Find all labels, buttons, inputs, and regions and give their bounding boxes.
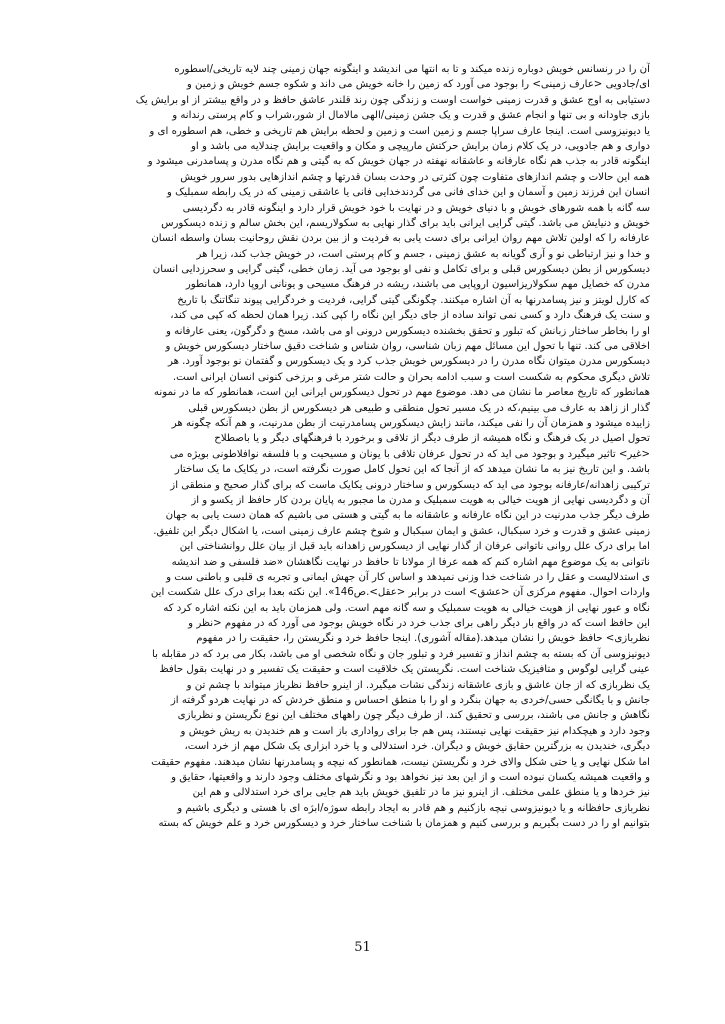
text-line: خویش و دنیایش می باشد. گیتی گرایی ایرانی باید برای گذار نهایی به سکولاریسم، این بخش سالم و زنده دیسکورس [161,217,650,229]
text-line: انسان این فرزند زمین و آسمان و این خدای فانی می گردندخدایی فانی یا عاشقی زمینی که در یک رابطه سمبلیک و [166,187,650,199]
text-line: ناتوانی به یک موضوع مهم اشاره کنم که همه عرفا از مولانا تا حافظ در نهایت نگاهشان «ضد فلسفی و ضد اندیشه [171,556,650,568]
text-line: که کارل لویتز و نیز پسامدرنها به آن اشاره میکنند. چگونگی گیتی گرایی، فردیت و خردگرایی پیوند تنگاتنگ با تاریخ [177,294,650,306]
text-line: همانطور که تاریخ معاصر ما نشان می دهد. موضوع مهم در تحول دیسکورس ایرانی این است، همانطور که ما در نمونه [153,387,650,399]
text-line: دواری و هم جادویی، در یک کلام زمان برایش حرکتش مارپیچی و مکان و واقعیت برایش چندلایه می باشد و او [191,140,650,152]
text-line: اخلاقی می کند. تنها با تحول این مسائل مهم زبان شناسی، روان شناس و شناخت دقیق ساختار دیسکورس خویش و [165,341,650,353]
text-line: او را بخاطر ساختار زبانش که تبلور و تحقق بخشنده دیسکورس درونی او می باشد، مسخ و دگرگون، یعنی عارفانه و [165,325,650,337]
text-line: اینگونه قادر به جذب هم نگاه عارفانه و عاشقانه نهفته در جهان خویش که به گیتی و هم نگاه مدرن و پسامدرنی میشود و [147,156,650,168]
text-line: تحول اصیل در یک فرهنگ و نگاه همیشه از طرف دیگر از تلاقی و برخورد با فرهنگهای دیگر و یا باصطلاح [214,433,650,445]
text-line: یا دیونیزوسی است. اینجا عارف سراپا جسم و زمین است و زمین و لحظه برایش هم تاریخی و خطی، هم اسطوره ای و [149,125,650,137]
text-line: زمینی عشق و قدرت و خرد سبکبال، عشق و ایمان سبکبال و شوخ چشم عارف زمینی است، یا اشکال دیگر این تلفیق. [153,525,650,537]
text-line: گذار از زاهد به عارف می بینیم،که در یک مسیر تحول منطقی و طبیعی هر دیسکورس از بطن دیسکورس قبلی [188,402,650,414]
text-line: عارفانه را که اولین تلاش مهم روان ایرانی برای دست یابی به فردیت و از بین بردن نقش روحانیت بسان واسطه انسان [151,233,650,245]
text-line: آن را در رنسانس خویش دوباره زنده میکند و تا به انتها می اندیشد و اینگونه جهان زمینی چند لایه تاریخی/اسطوره [174,64,650,75]
body-text [70,62,650,832]
text-line: ای/جادویی <عارف زمینی> را بوجود می آورد که زمین را خانه خویش می داند و شکوه جسم خویش و زمین و [186,79,650,91]
text-line: دیگری، خندیدن به بزرگترین حقایق خویش و دیگران. خرد استدلالی و یا خرد ابزاری یک شکل مهم از خرد است، [184,741,650,753]
text-line: این حافظ است که در واقع بار دیگر راهی برای جذب خرد در نگاه خویش بوجود می آورد که در مفهوم <نظر و [188,618,650,630]
text-line: نیز خردها و یا منطق علمی مختلف. از اینرو نیز ما در تلفیق خویش باید هم جایی برای خرد استدلالی و هم این [192,787,650,799]
text-line: وجود دارد و هیچکدام نیز حقیقت نهایی نیستند، پس هم جا برای رواداری باز است و هم خندیدن به ریش خویش و [180,725,650,737]
text-line: عینی گرایی لوگوس و متافیزیک شناخت است. نگریستن یک خلاقیت است و حقیقت یک تفسیر و در نهایت بقول حافظ [159,664,650,676]
text-line: واردات احوال. مفهوم مرکزی آن <عشق> است در برابر <عقل>.ص146». این نکته بعدا برای درک علل شکست این [150,587,650,599]
text-line: جانش و با یگانگی حسی/خردی به جهان بنگرد و او را با منطق احساس و منطق خردش که در نهایت هردو گرفته از [170,695,650,707]
text-line: بتوانیم او را در دست بگیریم و بررسی کنیم و همزمان با شناخت ساختار خرد و دیسکورس خرد و علم خویش که بسته [158,818,650,830]
text-line: و سنت یک فرهنگ دارد و کسی نمی تواند ساده از جای دیگر این نگاه را کپی کند. زیرا همان لحظه که کپی می کند، [170,310,650,322]
text-line: همه این حالات و چشم اندازهای متفاوت چون کثرتی در وحدت بسان قدرتها و چشم اندازهایی بدور سرور خویش [180,171,650,183]
text-line: دستیابی به اوج عشق و قدرت زمینی خواست اوست و زندگی چون رند قلندر عاشق حافظ و در واقع بیشتر از او برایش یک [135,94,650,106]
text-line: طرف دیگر جذب مدرنیت در این نگاه عارفانه و عاشقانه ما به گیتی و هستی می باشیم که همان دست یابی به جهان [165,510,650,522]
text-line: نظربازی حافظانه و یا دیونیزوسی نیچه بازکنیم و هم قادر به ایجاد رابطه سوژه/ابژه ای با هستی و دیگری باشیم و [177,802,650,814]
text-line: باشد. و این تاریخ نیز به ما نشان میدهد که از آنجا که این تحول کامل صورت نگرفته است، در یکایک ما یک ساختار [174,464,650,476]
text-line: ی استدلالیست و عقل را در شناخت خدا وزنی نمیدهد و اساس کار آن جهش ایمانی و تجربه ی قلبی و باطنی ست و [166,571,650,583]
page-number: 51 [354,940,371,955]
text-line: آن و دگردیسی نهایی از هویت خیالی به هویت سمبلیک و مدرن ما مجبور به پایان بردن کار حافظ از یکسو و از [191,494,650,506]
text-line: زاییده میشود و همزمان آن را نفی میکند، مانند زایش دیسکورس پسامدرنیت از بطن مدرنیت، و هم آنکه چگونه هر [171,417,650,429]
text-line: نگاهش و جانش می باشند، بررسی و تحقیق کند. از طرف دیگر چون راههای مختلف این نوع نگریستن و نظربازی [177,710,650,722]
text-line: اما شکل نهایی و یا حتی شکل والای خرد و نگریستن نیست، همانطور که نیچه و پسامدرنها نشان میدهند. مفهوم حقیقت [151,756,650,768]
text-line: اما برای درک علل روانی ناتوانی عرفان از گذار نهایی از دیسکورس زاهدانه باید قبل از بیان علل روانشناختی این [179,541,650,553]
text-line: <غیر> تاثیر میگیرد و بوجود می اید که در تحول عرفان تلاقی با یونان و مسیحیت و با فلسفه نوافلاطونی بویژه می [169,448,650,460]
text-line: یک نظربازی که از جان عاشق و بازی عاشقانه زندگی نشات میگیرد. از اینرو حافظ نظرباز میتواند با چشم تن و [186,679,650,691]
text-line: بازی جاودانه و بی تنها و انجام عشق و قدرت و یک جشن زمینی/الهی مالامال از شور،شراب و کام پرستی رندانه و [172,110,650,122]
text-line: و خدا و نیز ارتباطی نو و آری گویانه به عشق زمینی ، جسم و کام پرستی است، در خویش جذب کند، زیرا هر [196,248,650,260]
text-line: تلاش دیگری محکوم به شکست است و سبب ادامه بحران و حالت شتر مرغی و برزخی کنونی انسان ایرانی است. [172,371,650,383]
text-line: نگاه و عبور نهایی از هویت خیالی به هویت سمبلیک و سه گانه مهم است. ولی همزمان باید به این نکته اشاره کرد که [163,602,650,614]
text-line: مدرن که خصایل مهم سکولاریزاسیون اروپایی می باشند، ریشه در فرهنگ مسیحی و یونانی اروپا دارد، همانطور [185,279,650,291]
text-line: ترکیبی زاهدانه/عارفانه بوجود می اید که دیسکورس و ساختار درونی یکایک ماست که برای گذار صحیح و منطقی از [170,479,650,491]
text-line: نظربازی> حافظ خویش را نشان میدهد.(مقاله آشوری). اینجا حافظ خرد و نگریستن را، حقیقت را در مفهوم [196,633,650,645]
text-line: سه گانه با همه شورهای خویش و با دنیای خویش و در نهایت با خود خویش قرار دارد و اینگونه قادر به دگردیسی [182,202,650,214]
text-line: دیسکورس از بطن دیسکورس قبلی و برای تکامل و نفی او بوجود می آید. زمان خطی، گیتی گرایی و سحرزدایی انسان [152,264,650,276]
text-line: و واقعیت همیشه یکسان نبوده است و از این بعد نیز نخواهد بود و نگرشهای مختلف وجود دارند و واقعیتها، حقایق و [171,771,650,783]
text-line: دیسکورس مدرن میتوان نگاه مدرن را در دیسکورس خویش جذب کرد و یک دیسکورس و گفتمان نو بوجود آورد. هر [167,356,650,368]
text-line: دیونیزوسی آن که بسته به چشم انداز و تفسیر فرد و تبلور جان و نگاه شخصی او می باشد، بکار می برد که در مقابله با [152,648,650,660]
